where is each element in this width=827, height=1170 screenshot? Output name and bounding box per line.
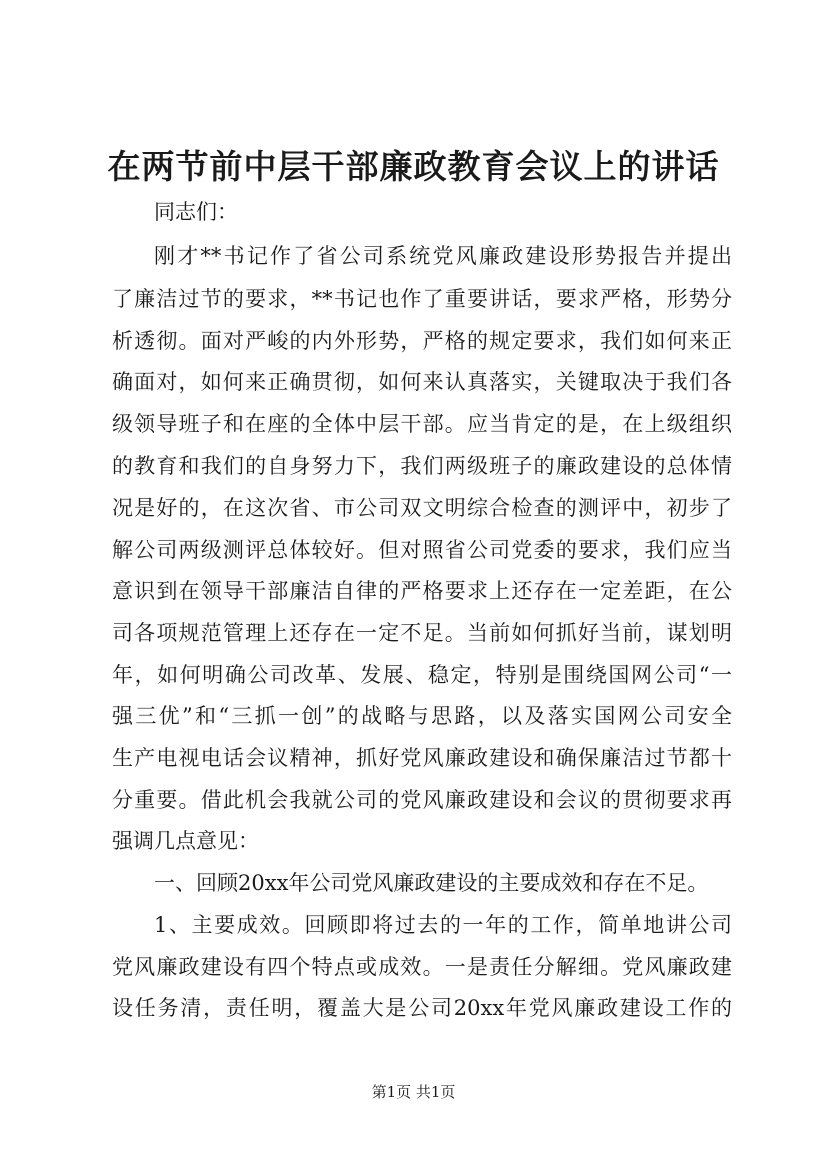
section-heading: 一、回顾20xx年公司党风廉政建设的主要成效和存在不足。 [154,871,709,895]
paragraph-line: 分重要。借此机会我就公司的党风廉政建设和会议的贯彻要求再 [112,788,732,812]
paragraph-line: 司各项规范管理上还存在一定不足。当前如何抓好当前，谋划明 [112,621,732,645]
salutation: 同志们： [154,200,238,224]
paragraph-line: 析透彻。面对严峻的内外形势，严格的规定要求，我们如何来正 [112,329,732,353]
paragraph-line: 年，如何明确公司改革、发展、稳定，特别是围绕国网公司“一 [112,663,732,687]
paragraph-line: 意识到在领导干部廉洁自律的严格要求上还存在一定差距，在公 [112,579,732,603]
paragraph-line: 1、主要成效。回顾即将过去的一年的工作，简单地讲公司 [154,913,732,937]
paragraph-line: 级领导班子和在座的全体中层干部。应当肯定的是，在上级组织 [112,412,732,436]
paragraph-line: 强三优”和“三抓一创”的战略与思路，以及落实国网公司安全 [112,704,732,728]
paragraph-line: 解公司两级测评总体较好。但对照省公司党委的要求，我们应当 [112,538,732,562]
paragraph-line: 刚才**书记作了省公司系统党风廉政建设形势报告并提出 [154,244,732,268]
document-title: 在两节前中层干部廉政教育会议上的讲话 [107,147,720,186]
paragraph-line: 的教育和我们的自身努力下，我们两级班子的廉政建设的总体情 [112,454,732,478]
paragraph-line: 强调几点意见： [112,829,259,853]
paragraph-line: 了廉洁过节的要求，**书记也作了重要讲话，要求严格，形势分 [112,287,732,311]
page-footer: 第1页 共1页 [371,1083,456,1101]
paragraph-line: 况是好的，在这次省、市公司双文明综合检查的测评中，初步了 [112,496,732,520]
paragraph-line: 党风廉政建设有四个特点或成效。一是责任分解细。党风廉政建 [112,955,732,979]
paragraph-line: 确面对，如何来正确贯彻，如何来认真落实，关键取决于我们各 [112,370,732,394]
paragraph-line: 设任务清，责任明，覆盖大是公司20xx年党风廉政建设工作的 [112,996,732,1020]
paragraph-line: 生产电视电话会议精神，抓好党风廉政建设和确保廉洁过节都十 [112,746,732,770]
